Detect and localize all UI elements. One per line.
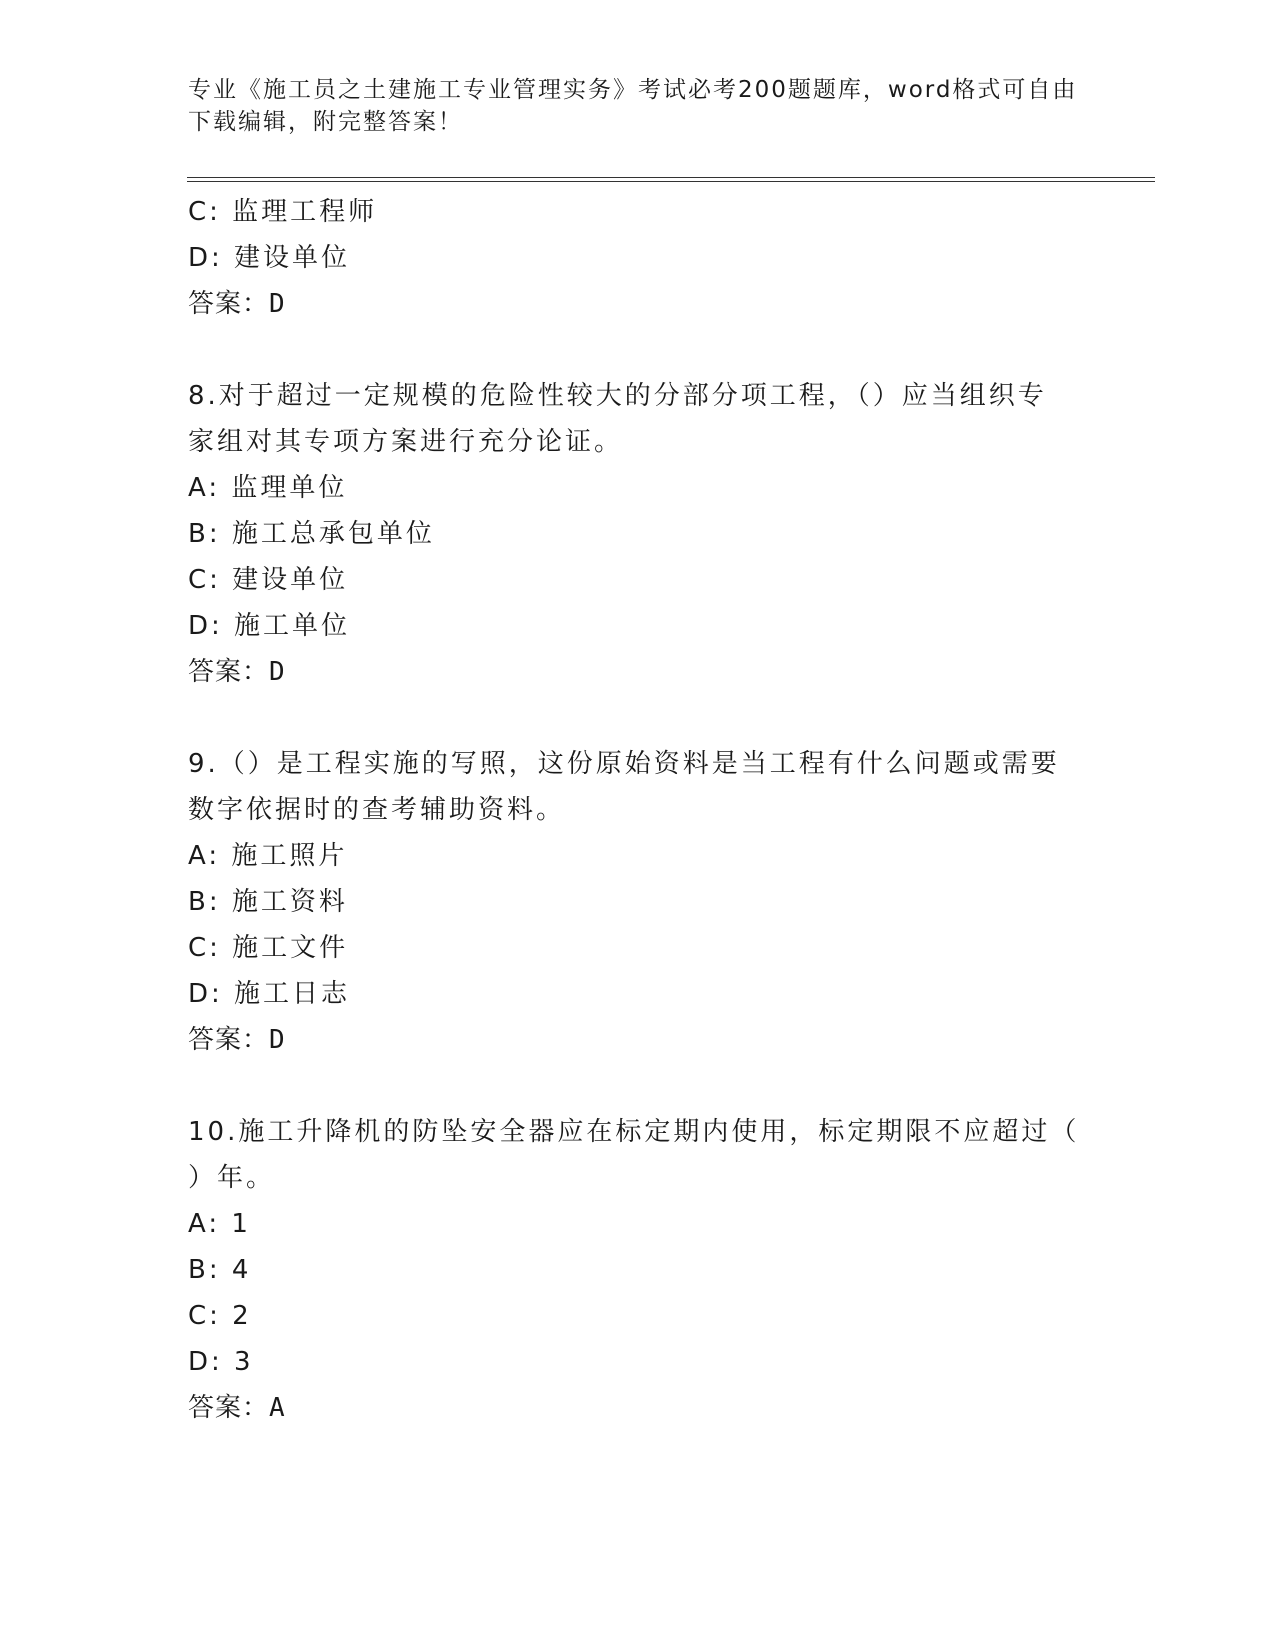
option-line: B: 施工资料 xyxy=(188,887,348,917)
header-divider-bottom xyxy=(187,181,1155,182)
answer-line: 答案：D xyxy=(188,289,286,319)
option-line: C: 建设单位 xyxy=(188,565,349,595)
option-line: D: 施工日志 xyxy=(188,979,351,1009)
question-list xyxy=(188,189,1088,1431)
spacer xyxy=(188,695,1088,741)
question-text: 9.（）是工程实施的写照，这份原始资料是当工程有什么问题或需要 xyxy=(188,749,1060,779)
option-line: C: 施工文件 xyxy=(188,933,349,963)
option-line: A: 施工照片 xyxy=(188,841,348,871)
option-line: C: 监理工程师 xyxy=(188,197,378,227)
option-line: B: 4 xyxy=(188,1255,252,1285)
question-text: ）年。 xyxy=(188,1163,276,1193)
answer-line: 答案：A xyxy=(188,1393,286,1423)
option-line: A: 监理单位 xyxy=(188,473,348,503)
answer-line: 答案：D xyxy=(188,1025,286,1055)
header-line-1: 专业《施工员之土建施工专业管理实务》考试必考200题题库，word格式可自由 xyxy=(188,77,1078,103)
option-line: D: 建设单位 xyxy=(188,243,351,273)
spacer xyxy=(188,327,1088,373)
option-line: C: 2 xyxy=(188,1301,252,1331)
question-text: 8.对于超过一定规模的危险性较大的分部分项工程，（）应当组织专 xyxy=(188,381,1047,411)
document-header xyxy=(188,74,1088,138)
option-line: A: 1 xyxy=(188,1209,251,1239)
header-line-2: 下载编辑，附完整答案！ xyxy=(188,109,463,135)
question-text: 数字依据时的查考辅助资料。 xyxy=(188,795,566,825)
question-text: 10.施工升降机的防坠安全器应在标定期内使用，标定期限不应超过（ xyxy=(188,1117,1080,1147)
answer-line: 答案：D xyxy=(188,657,286,687)
spacer xyxy=(188,1063,1088,1109)
option-line: D: 3 xyxy=(188,1347,254,1377)
option-line: B: 施工总承包单位 xyxy=(188,519,435,549)
question-text: 家组对其专项方案进行充分论证。 xyxy=(188,427,624,457)
option-line: D: 施工单位 xyxy=(188,611,351,641)
header-divider-top xyxy=(187,177,1155,178)
